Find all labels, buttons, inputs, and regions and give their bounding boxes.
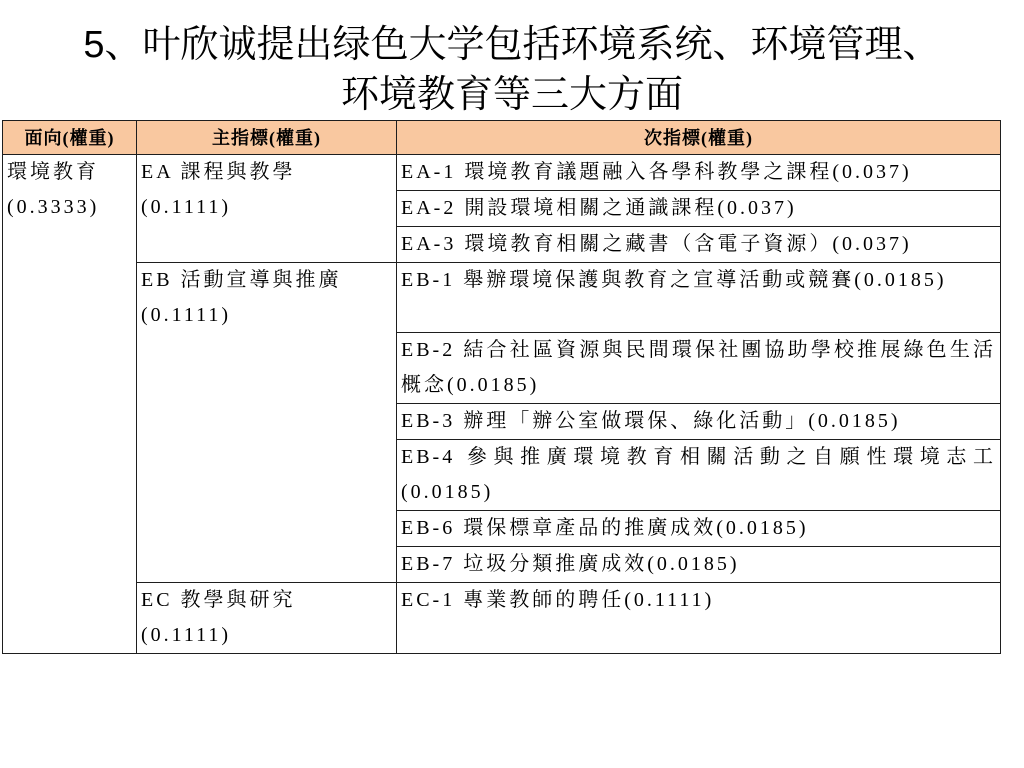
main-indicator-weight: (0.1111) [141, 304, 232, 326]
sub-indicator-cell: EA-3 環境教育相關之藏書（含電子資源）(0.037) [397, 227, 1001, 263]
dimension-weight: (0.3333) [7, 196, 100, 218]
indicator-table [2, 120, 1001, 654]
sub-indicator-cell: EB-4 參與推廣環境教育相關活動之自願性環境志工(0.0185) [397, 440, 1001, 511]
slide-title-line-2: 环境教育等三大方面 [340, 74, 683, 116]
table-header-row [3, 121, 1001, 155]
main-indicator-name: EA 課程與教學 [141, 161, 296, 183]
dimension-cell [3, 155, 137, 654]
sub-indicator-cell: EB-2 結合社區資源與民間環保社團協助學校推展綠色生活概念(0.0185) [397, 333, 1001, 404]
sub-indicator-cell: EA-1 環境教育議題融入各學科教學之課程(0.037) [397, 155, 1001, 191]
header-main-indicator: 主指標(權重) [137, 121, 397, 155]
sub-indicator-cell: EB-1 舉辦環境保護與教育之宣導活動或競賽(0.0185) [397, 263, 1001, 333]
main-indicator-cell [137, 583, 397, 654]
sub-indicator-cell: EB-6 環保標章產品的推廣成效(0.0185) [397, 511, 1001, 547]
slide-title-line-1: 5、叶欣诚提出绿色大学包括环境系统、环境管理、 [83, 24, 941, 66]
main-indicator-weight: (0.1111) [141, 196, 232, 218]
sub-indicator-cell: EC-1 專業教師的聘任(0.1111) [397, 583, 1001, 654]
main-indicator-name: EC 教學與研究 [141, 589, 296, 611]
dimension-name: 環境教育 [7, 161, 99, 183]
main-indicator-cell [137, 155, 397, 263]
table-row [3, 583, 1001, 654]
table-row [3, 263, 1001, 333]
main-indicator-name: EB 活動宣導與推廣 [141, 269, 342, 291]
header-dimension: 面向(權重) [3, 121, 137, 155]
sub-indicator-cell: EB-3 辦理「辦公室做環保、綠化活動」(0.0185) [397, 404, 1001, 440]
sub-indicator-cell: EA-2 開設環境相關之通識課程(0.037) [397, 191, 1001, 227]
sub-indicator-cell: EB-7 垃圾分類推廣成效(0.0185) [397, 547, 1001, 583]
header-sub-indicator: 次指標(權重) [397, 121, 1001, 155]
slide-title [0, 20, 1024, 120]
table-row [3, 155, 1001, 191]
main-indicator-cell [137, 263, 397, 583]
main-indicator-weight: (0.1111) [141, 624, 232, 646]
